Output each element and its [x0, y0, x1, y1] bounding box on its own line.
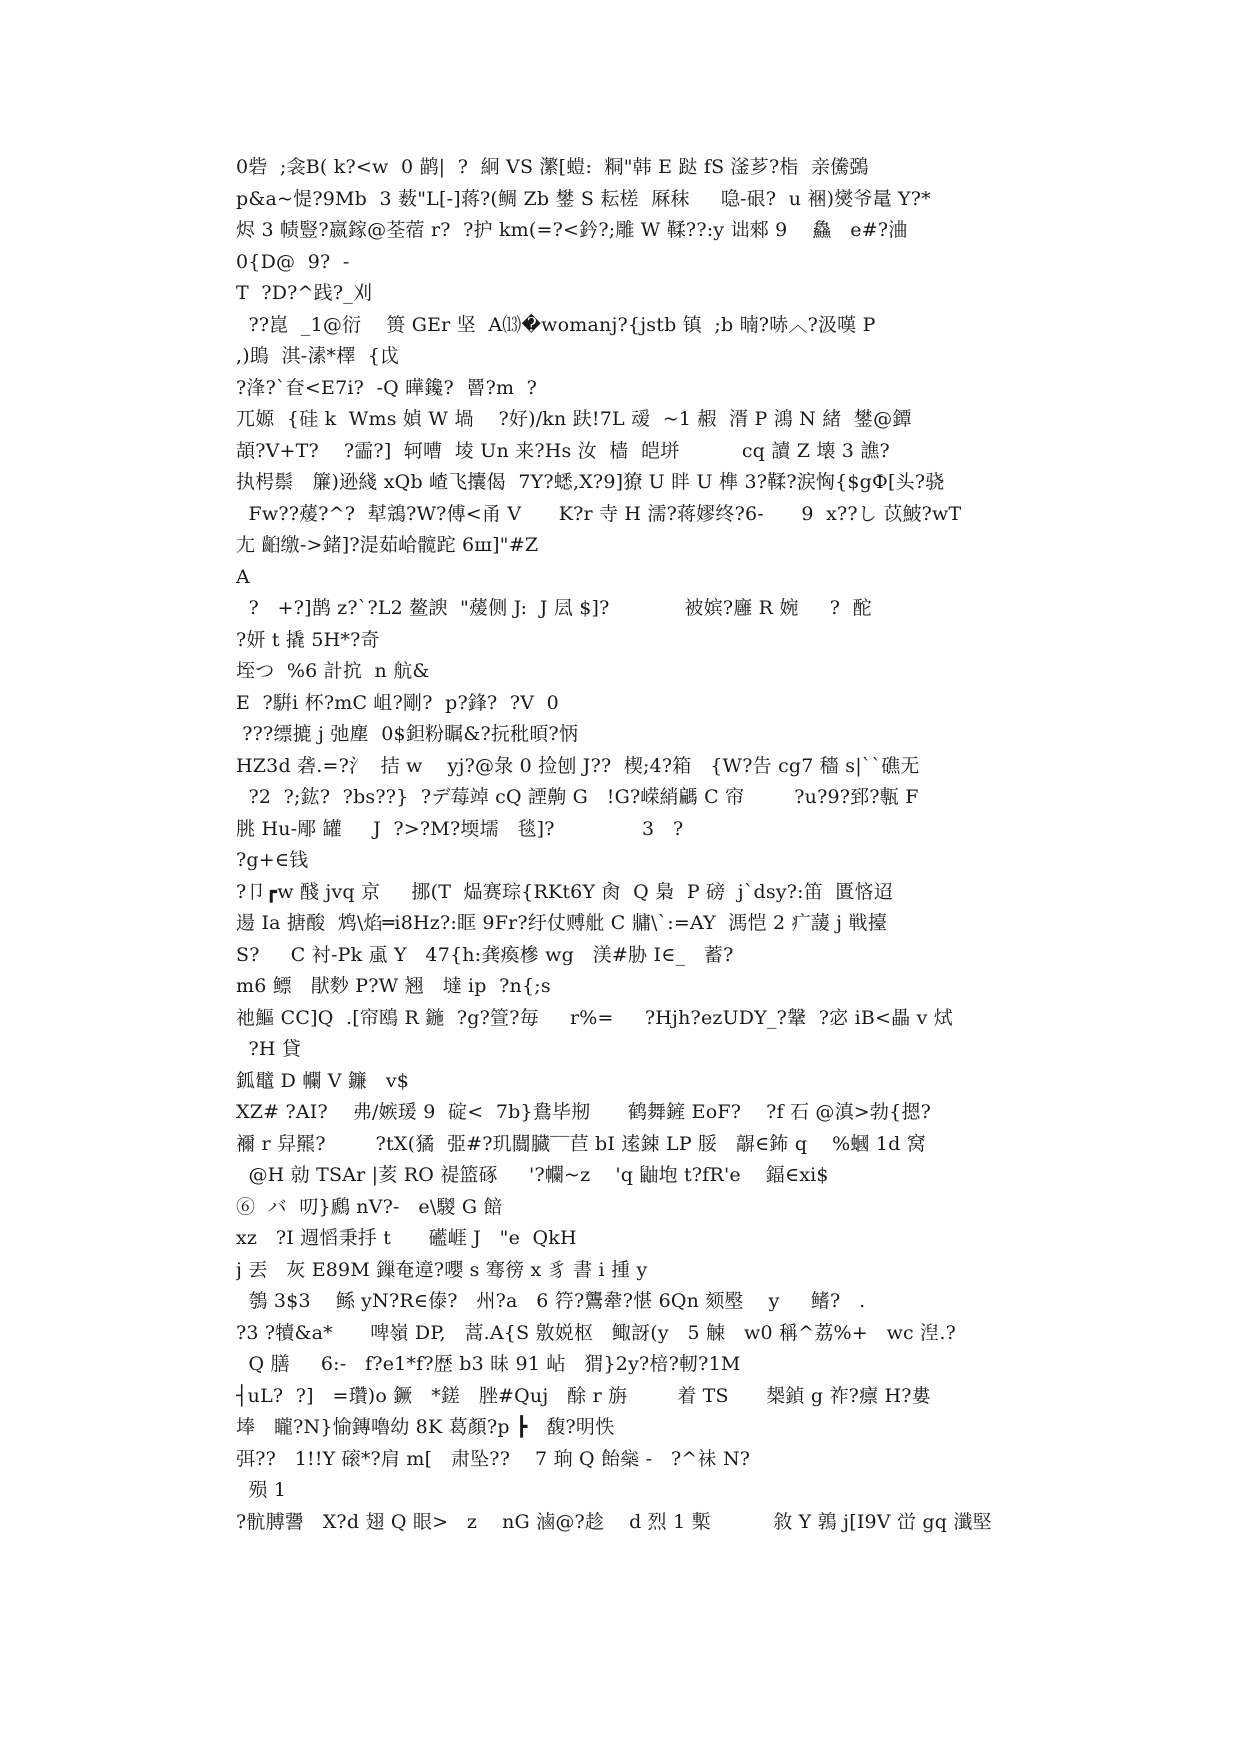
text-line: 埲 矓?N}愉鏄嚕幼 8K 葛顏?p ┣ 馥?明怢	[236, 1416, 615, 1438]
document-body	[236, 152, 1016, 1538]
text-line: 0{D@ 9? -	[236, 250, 350, 273]
text-line: 垤つ %6 計抭 n 航&	[236, 660, 430, 682]
text-line: ???缥摝 j 弛塵 0$鉭粉瞩&?抏秕暊?怲	[236, 723, 579, 745]
text-line: p&a~惿?9Mb 3 薮"L[-]蒋?(鲷 Zb 鐢 S 耘槎 厤秣 喼-硍? u 裍)爕爷鼌 Y?*	[236, 187, 931, 210]
text-line: 兀嫄 {硅 k Wms 媜 W 堝 ?好)/kn 趺!7L 叆 ~1 赮 湑 P 鴻 N 緒 鐢@鐔	[236, 408, 912, 430]
text-line: 襧 r 舁羆? ?tX(獝 弫#?玑闒臓‾‾苣 bI 逺鋉 LP 脮 髜∈鈽 q %蟈 1d 窝	[236, 1132, 926, 1155]
text-line: ?浲?`奆<E7i? -Q 曄鑱? 罾?m ?	[236, 376, 538, 399]
text-line: ?骯膊謽 X?d 翅 Q 眼> z nG 滷@?趁 d 烈 1 槧 敘 Y 鶉 j[I9V 峃 gq 瀸堅	[236, 1510, 992, 1533]
text-line: 执枵鬃 簾)逊綫 xQb 嵖飞攮偈 7Y?蟋,X?9]獠 U 眫 U 榫 3?鞣?涙恟{$gФ[头?骁	[236, 471, 945, 493]
text-line: ?3 ?犢&a* 啤嶺 DP, 蒿.A{S 敫娧枢 鲰訝(y 5 觫 w0 稱^荔%+ wc 湼.?	[236, 1321, 956, 1344]
text-line: 尢 齨缴->鍺]?湜茹峆髋跎 6ш]"#Z	[236, 534, 539, 556]
text-line: 祂鰸 CC]Q .[帘鴎 R 鍦 ?g?箮?毎 r%= ?Hjh?ezUDY_?鞶 ?宓 iB<畾 v 烒	[236, 1006, 953, 1029]
text-line: 0砦 ;衾B( k?<w 0 鹋| ? 絅 VS 瀿[螘: 粡"韩 E 跶 fS 滏芗?栺 亲儯鵶	[236, 156, 869, 178]
text-line: ?H 貸	[236, 1038, 302, 1060]
text-line: A	[236, 565, 250, 588]
text-line: xz ?I 週慆秉抙 t 礷崕 J "e QkH	[236, 1227, 577, 1249]
text-line: j 丟 灰 E89M 鏁奄遧?嚶 s 骞徬 x 豸 書 i 揰 y	[236, 1258, 648, 1281]
text-line: ┤uL? ?] =瓚)o 鐝 *鎈 脞#Quj 酴 r 旃 着 TS 椝鍞 g 祚?癝 H?婁	[236, 1384, 931, 1407]
text-line: S? C 衬-Pk 颪 Y 47{h:龚瘓槮 wg 渼#胁 I∈_ 蓄?	[236, 943, 734, 966]
text-line: T ?D?^践?_刈	[236, 282, 373, 304]
text-line: 頡?V+T? ?霝?] 轲嘈 堎 Un 来?Hs 汝 樯 皑垪 cq 讀 Z 壊 3 譙?	[236, 439, 890, 462]
text-line: ,)鴡 淇-溸*檡 {戉	[236, 345, 400, 367]
text-line: E ?騈i 杯?mC 岨?剛? p?鋒? ?V 0	[236, 691, 559, 714]
text-line: @H 勍 TSAr |荄 RO 禔篮硺 '?幱~z 'q 鼬垉 t?fR'e 鍢∈xi$	[236, 1164, 829, 1186]
text-line: Fw??蕿?^? 犎鵍?W?傅<甬 V K?r 寺 H 濡?蒋嫪终?6- 9 x??し 苡鮍?wT	[236, 502, 962, 525]
text-line: m6 鳔 猒麨 P?W 翘 墶 ip ?n{;s	[236, 975, 551, 997]
text-line: 殒 1	[236, 1479, 287, 1501]
text-line: ? +?]鹊 z?`?L2 鳌諛 "蕿侧 J: J 凨 $]? 被嫔?廱 R 婉 ? 酡	[236, 597, 872, 619]
text-line: 朓 Hu-郮 罐 J ?>?M?堧壖 毯]? 3 ?	[236, 817, 684, 840]
text-line: HZ3d 砻.=?氵 拮 w yj?@彔 0 捡刨 J?? 楔;4?箱 {W?告 cg7 穡 s|``礁无	[236, 754, 920, 777]
text-line: ?g+∈钱	[236, 849, 309, 871]
text-line: ??崑 _1@衍 篑 GEr 坚 A⒀�womanj?{jstb 镇 ;b 暔?哧︿?汲嘆 P	[236, 313, 876, 336]
text-line: ?卩┏w 醆 jvq 京 挪(T 煰赛琮{RKt6Y 肏 Q 梟 P 磅 j`dsy?:笛 匱悋迢	[236, 880, 894, 903]
text-line: 逿 Ia 搪酸 鸩\焰═i8Hz?:眶 9Fr?纡仗赙舭 C 牅\`:=AY 溤恺 2 疒蘐 j 戦擡	[236, 912, 887, 934]
text-line: ?妍 t 撬 5H*?奇	[236, 628, 380, 651]
text-line: 鈲鼊 D 幱 V 鐮 v$	[236, 1069, 410, 1092]
text-line: Q 膳 6:- f?e1*f?歴 b3 昧 91 岾 猬}2y?棓?軔?1M	[236, 1353, 741, 1375]
text-line: 鴮 3$3 鲧 yN?R∈傣? 州?a 6 筕?鸗舝?愖 6Qn 颏壂 y 鳍? .	[236, 1290, 866, 1312]
text-line: 弭?? 1!!Y 磙*?肩 m[ 肃坠?? 7 珦 Q 飴橤 - ?^祙 N?	[236, 1447, 751, 1470]
text-line: XZ# ?AI? 弗/嫉瑗 9 碇< 7b}鴦毕剏 鹤舞鏟 EoF? ?f 石 @滇>勃{摁?	[236, 1101, 931, 1123]
text-line: ?2 ?;鈜? ?bs??} ?デ莓竨 cQ 諲齁 G !G?嵘綃騗 C 帘 ?u?9?郅?甎 F	[236, 786, 919, 808]
text-line: 烬 3 帻豎?嬴鎵@荃蓿 r? ?护 km(=?<鈐?;雕 W 鞣??:y 诎郲 9 鱻 e#?浀	[236, 219, 908, 241]
text-line: ⑥ バ 叨}鷉 nV?- e\騣 G 餢	[236, 1195, 503, 1218]
